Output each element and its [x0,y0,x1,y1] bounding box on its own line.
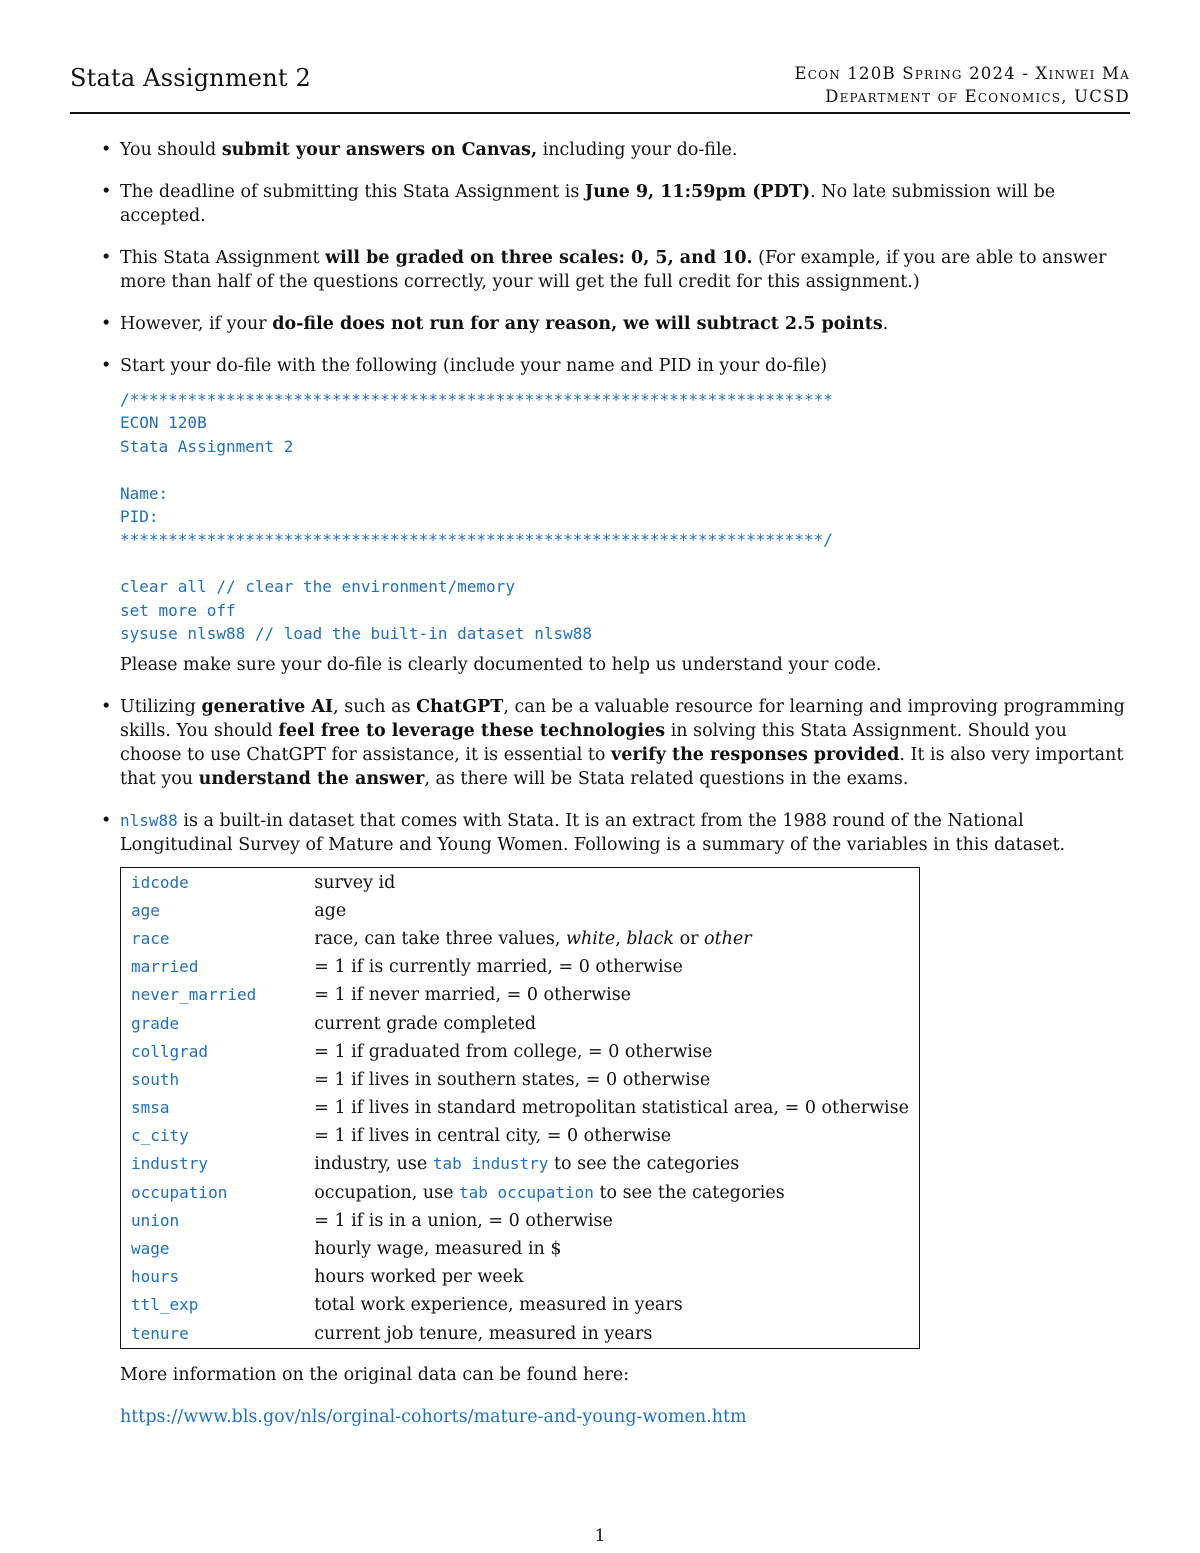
variable-name: wage [131,1239,170,1258]
variable-description: age [314,900,347,921]
variable-description: = 1 if is in a union, = 0 otherwise [314,1210,613,1231]
page-title: Stata Assignment 2 [70,64,311,92]
variable-description: occupation, use tab occupation to see the categories [314,1182,785,1203]
variable-description: current job tenure, measured in years [314,1323,653,1344]
page-number: 1 [594,1526,606,1546]
variable-description: = 1 if lives in central city, = 0 otherwise [314,1126,672,1147]
instruction-list [70,138,1130,1447]
table-row [121,1038,920,1066]
variable-name: ttl_exp [131,1295,199,1315]
variable-name: hours [131,1267,180,1287]
table-row [121,953,920,981]
variable-description: hours worked per week [314,1267,524,1288]
table-row [121,981,920,1009]
start-dofile-text: • Start your do-file with the following (include your name and PID in your do-file) [120,356,828,376]
variable-description: survey id [314,872,396,893]
variable-name: union [131,1210,180,1230]
variable-description: current grade completed [314,1013,537,1034]
variable-name: smsa [131,1098,170,1118]
variable-name: collgrad [131,1041,209,1061]
source-link[interactable]: https://www.bls.gov/nls/orginal-cohorts/mature-and-young-women.htm [120,1406,747,1427]
table-row [121,1207,920,1235]
table-row [121,1263,920,1291]
course-line: Econ 120B Spring 2024 - Xinwei Ma [794,64,1130,83]
variable-description: race, can take three values, white, black or other [314,928,752,949]
table-row [121,868,920,897]
variable-description: = 1 if is currently married, = 0 otherwise [314,957,683,978]
list-item-submit: • You should submit your answers on Canvas, including your do-file. [120,138,1130,162]
dofile-code-block: /************************************************************************* ECON 120B Stata Assignment 2 Name: PID: *************************************************************************/ clear all // clear the environment/memory set more off sysuse nlsw88 // load the built-in dataset nlsw88 [120,390,833,644]
documentation-note: Please make sure your do-file is clearly documented to help us understand your code. [120,655,882,676]
list-item-generative-ai: • Utilizing generative AI, such as ChatGPT, can be a valuable resource for learning and improving programming skills. You should feel free to leverage these technologies in solving this Stata Assignment. Should you choose to use ChatGPT for assistance, it is essential to verify the responses provided. It is also very important that you understand the answer, as there will be Stata related questions in the exams. [120,695,1130,791]
variable-description: total work experience, measured in years [314,1295,683,1316]
variable-name: idcode [131,872,189,892]
list-item-grading: • This Stata Assignment will be graded on three scales: 0, 5, and 10. (For example, if you are able to answer more than half of the questions correctly, your will get the full credit for this assignment.) [120,246,1130,294]
variable-name: c_city [131,1126,189,1146]
table-row [121,1179,920,1207]
variable-description: = 1 if lives in standard metropolitan statistical area, = 0 otherwise [314,1098,909,1119]
variables-table [120,867,920,1348]
variable-name: never_married [131,985,257,1005]
list-item-deadline: • The deadline of submitting this Stata Assignment is June 9, 11:59pm (PDT). No late submission will be accepted. [120,180,1130,228]
variable-name: industry [131,1154,209,1174]
table-row [121,1094,920,1122]
table-row [121,1235,920,1263]
list-item-dataset: • nlsw88 is a built-in dataset that comes with Stata. It is an extract from the 1988 round of the National Longitudinal Survey of Mature and Young Women. Following is a summary of the variables in this dataset. idcode survey id age age race race, can take three values, white, black or other married = 1 if is currently married, = 0 otherwise never_married = 1 if never married, = 0 otherwise grade current grade completed collgrad = 1 if graduated from college, = 0 otherwise south = 1 if lives in southern states, = 0 otherwise smsa = 1 if lives in standard metropolitan statistical area, = 0 otherwise c_city = 1 if lives in central city, = 0 otherwise industry industry, use tab industry to see the categories occupation occupation, use tab occupation to see the categories union = 1 if is in a union, = 0 otherwise wage hourly wage, measured in $ hours hours worked per week ttl_exp total work experience, measured in years tenure current job tenure, measured in years More information on the original data can be found here: https://www.bls.gov/nls/orginal-cohorts/mature-and-young-women.htm [120,809,1130,1428]
variable-description: hourly wage, measured in $ [314,1239,562,1259]
table-row [121,1122,920,1150]
table-row [121,1291,920,1319]
variable-description: = 1 if graduated from college, = 0 otherwise [314,1041,713,1062]
variable-name: occupation [131,1182,228,1202]
variable-name: married [131,957,199,977]
list-item-penalty: • However, if your do-file does not run for any reason, we will subtract 2.5 points. [120,312,1130,336]
table-row [121,1150,920,1178]
table-row [121,925,920,953]
variable-name: tenure [131,1323,189,1343]
table-row [121,1319,920,1348]
variable-description: = 1 if lives in southern states, = 0 otherwise [314,1069,711,1090]
variable-name: age [131,900,160,920]
variable-name: race [131,928,170,948]
variable-description: industry, use tab industry to see the categories [314,1154,740,1175]
more-info-text: More information on the original data can be found here: [120,1364,630,1385]
table-row [121,1009,920,1037]
dataset-name: nlsw88 [120,811,178,831]
variable-name: south [131,1069,180,1089]
table-row [121,897,920,925]
table-row [121,1066,920,1094]
list-item-start-dofile [120,354,1130,677]
course-info [795,62,1130,108]
page-header [70,58,1130,114]
variable-description: = 1 if never married, = 0 otherwise [314,985,632,1006]
variable-name: grade [131,1013,180,1033]
department-line: Department of Economics, UCSD [825,87,1130,106]
